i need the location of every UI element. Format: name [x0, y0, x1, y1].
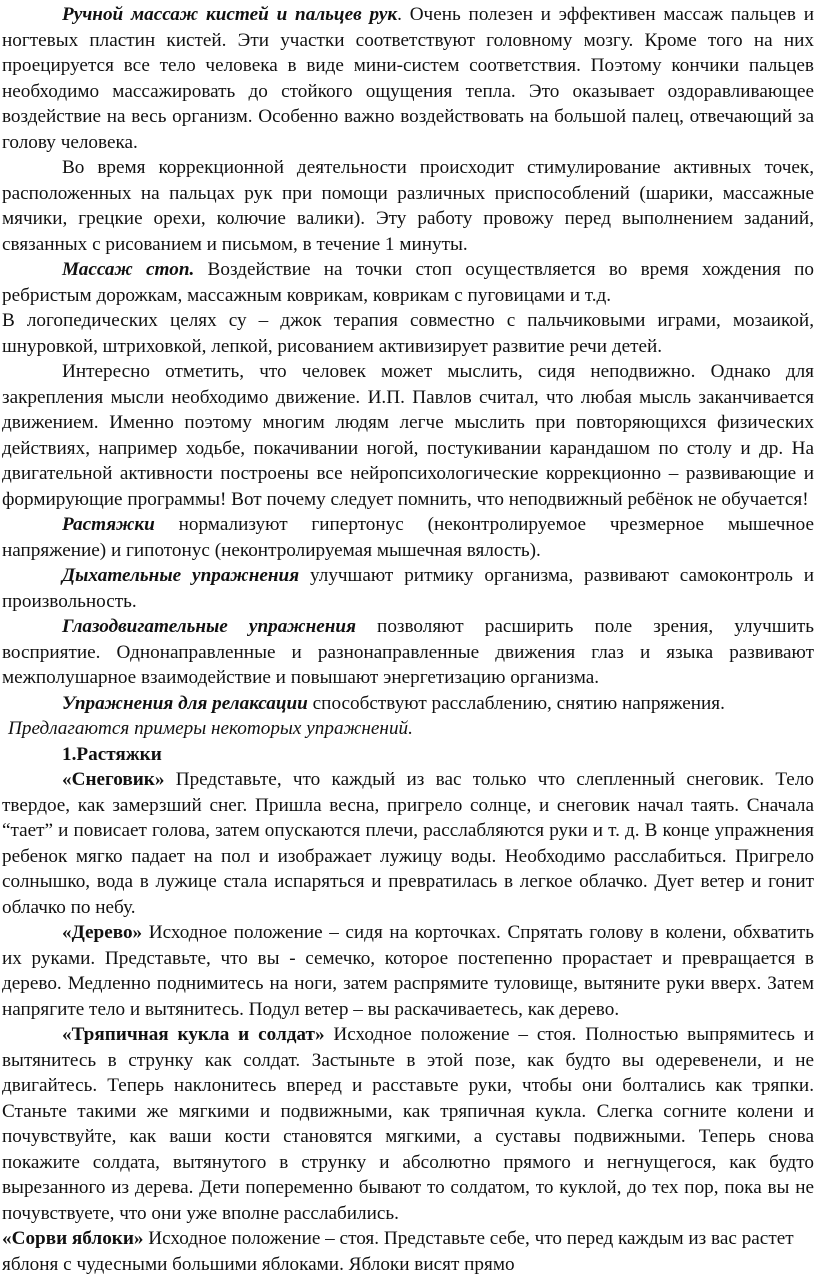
paragraph-stretching: [2, 512, 814, 563]
exercise-title: «Сорви яблоки»: [2, 1228, 144, 1249]
exercise-text: Исходное положение – стоя. Полностью выпрямитесь и вытянитесь в струнку как солдат. Застыньте в этой позе, как будто вы одеревенели, и не двигайтесь. Теперь наклонитесь вперед и расставьте руки, чтобы они болтались как тряпки. Станьте такими же мягкими и подвижными, как тряпичная кукла. Слегка согните колени и почувствуйте, как ваши кости становятся мягкими, а суставы подвижными. Теперь снова покажите солдата, вытянутого в струнку и абсолютно прямого и негнущегося, как будто вырезанного из дерева. Дети попеременно бывают то солдатом, то куклой, до тех пор, пока вы не почувствуете, что они уже вполне расслабились.: [2, 1024, 814, 1224]
paragraph-relaxation: [2, 691, 814, 717]
paragraph-eye-exercises: [2, 614, 814, 691]
paragraph-text: улучшают ритмику организма, развивают самоконтроль и произвольность.: [2, 565, 815, 612]
intro-line: Предлагаются примеры некоторых упражнений.: [8, 718, 413, 739]
paragraph-breathing: [2, 563, 814, 614]
paragraph-lead: Массаж стоп.: [62, 259, 195, 280]
paragraph-text: Интересно отметить, что человек может мыслить, сидя неподвижно. Однако для закрепления мысли необходимо движение. И.П. Павлов считал, что любая мысль заканчивается движением. Именно поэтому многим людям легче мыслить при повторяющихся физических действиях, например ходьбе, покачивании ногой, постукивании карандашом по столу и др. На двигательной активности построены все нейропсихологические коррекционно – развивающие и формирующие программы! Вот почему следует помнить, что неподвижный ребёнок не обучается!: [2, 361, 814, 510]
exercise-rag-doll-soldier: [2, 1022, 814, 1226]
paragraph-foot-massage: [2, 257, 814, 308]
exercise-tree: [2, 920, 814, 1022]
exercise-pick-apples: [2, 1226, 814, 1277]
paragraph-lead: Упражнения для релаксации: [62, 692, 308, 714]
paragraph-correction: [2, 155, 814, 257]
paragraph-lead: Дыхательные упражнения: [62, 565, 300, 586]
exercise-text: Исходное положение – стоя. Представьте себе, что перед каждым из вас растет яблоня с чудесными большими яблоками. Яблоки висят прямо: [2, 1228, 794, 1275]
paragraph-text: нормализуют гипертонус (неконтролируемое чрезмерное мышечное напряжение) и гипотонус (неконтролируемая мышечная вялость).: [2, 514, 814, 561]
exercise-text: Исходное положение – сидя на корточках. Спрятать голову в колени, обхватить их руками. Представьте, что вы - семечко, которое постепенно прорастает и превращается в дерево. Медленно поднимитесь на ноги, затем распрямите туловище, вытяните руки вверх. Затем напрягите тело и вытянитесь. Подул ветер – вы раскачиваетесь, как дерево.: [2, 922, 814, 1020]
paragraph-text: Во время коррекционной деятельности происходит стимулирование активных точек, расположенных на пальцах рук при помощи различных приспособлений (шарики, массажные мячики, грецкие орехи, колючие валики). Эту работу провожу перед выполнением заданий, связанных с рисованием и письмом, в течение 1 минуты.: [2, 157, 814, 255]
exercise-title: «Снеговик»: [62, 769, 165, 790]
exercise-text: Представьте, что каждый из вас только что слепленный снеговик. Тело твердое, как замерзший снег. Пришла весна, пригрело солнце, и снеговик начал таять. Сначала “тает” и повисает голова, затем опускаются плечи, расслабляются руки и т. д. В конце упражнения ребенок мягко падает на пол и изображает лужицу воды. Необходимо расслабиться. Пригрело солнышко, вода в лужице стала испаряться и превратилась в легкое облачко. Дует ветер и гонит облачко по небу.: [2, 769, 814, 918]
paragraph-text: . Очень полезен и эффективен массаж пальцев и ногтевых пластин кистей. Эти участки соответствуют головному мозгу. Кроме того на них проецируется все тело человека в виде мини-систем соответствия. Поэтому кончики пальцев необходимо массажировать до стойкого ощущения тепла. Это оказывает оздоравливающее воздействие на весь организм. Особенно важно воздействовать на большой палец, отвечающий за голову человека.: [2, 4, 814, 153]
exercise-snowman: [2, 767, 814, 920]
paragraph-movement: [2, 359, 814, 512]
paragraph-text: В логопедических целях су – джок терапия совместно с пальчиковыми играми, мозаикой, шнуровкой, штриховкой, лепкой, рисованием активизирует развитие речи детей.: [2, 310, 814, 357]
paragraph-lead: Глазодвигательные упражнения: [62, 616, 356, 637]
paragraph-lead: Растяжки: [62, 514, 155, 535]
exercise-title: «Тряпичная кукла и солдат»: [62, 1024, 325, 1045]
paragraph-su-jok: [2, 308, 814, 359]
paragraph-text: способствуют расслаблению, снятию напряжения.: [307, 692, 725, 714]
paragraph-text: позволяют расширить поле зрения, улучшить восприятие. Однонаправленные и разнонаправленные движения глаз и языка развивают межполушарное взаимодействие и повышают энергетизацию организма.: [2, 616, 814, 688]
exercise-title: «Дерево»: [62, 922, 143, 943]
section-heading: 1.Растяжки: [62, 743, 162, 765]
paragraph-hand-massage: [2, 2, 814, 155]
paragraph-lead: Ручной массаж кистей и пальцев рук: [62, 4, 398, 25]
paragraph-text: Воздействие на точки стоп осуществляется во время хождения по ребристым дорожкам, массажным коврикам, коврикам с пуговицами и т.д.: [2, 259, 814, 306]
